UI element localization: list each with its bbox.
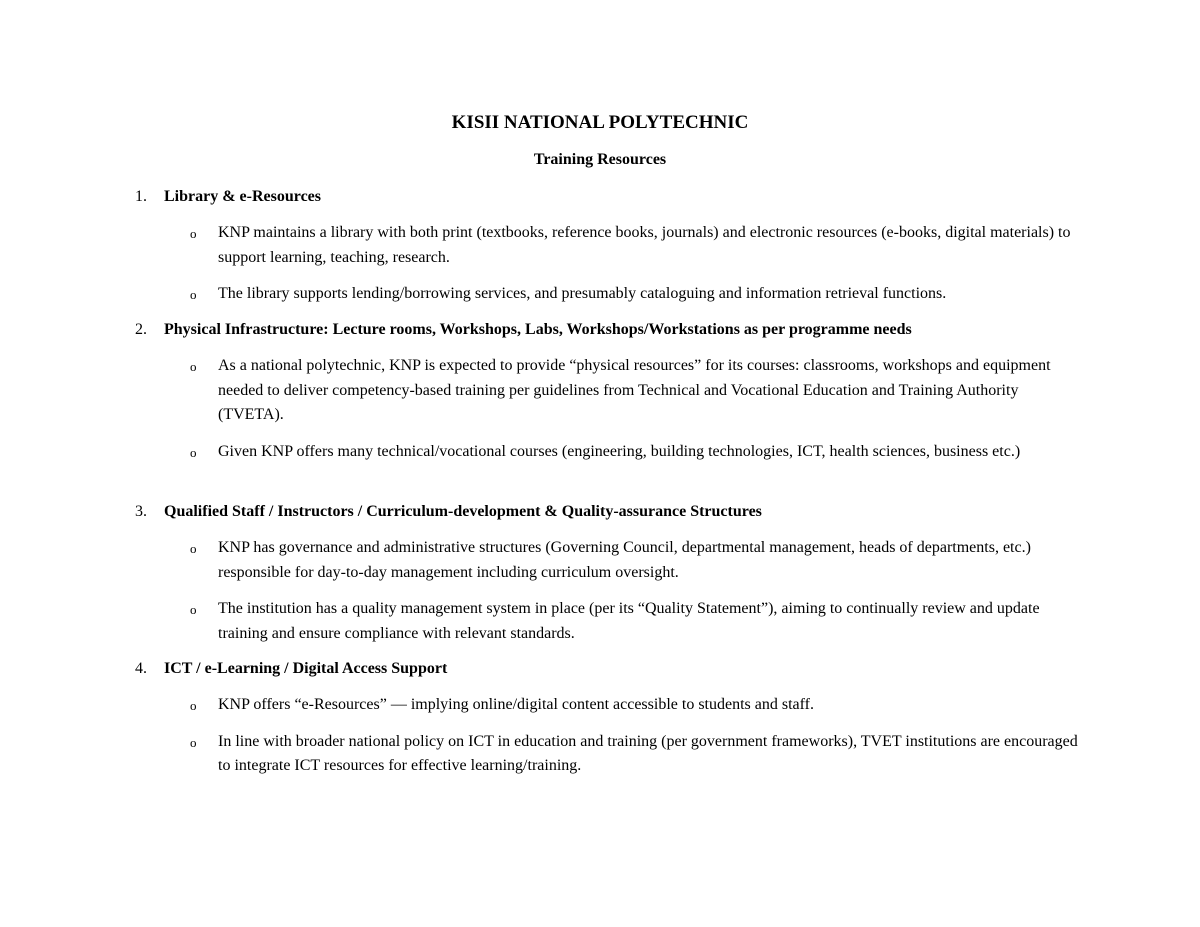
list-item: [0, 282, 1200, 307]
section-heading: [0, 318, 1200, 342]
list-item-text: As a national polytechnic, KNP is expected to provide “physical resources” for its courses: classrooms, workshops and equipment needed to deliver competency-based training per guidelines from Technical and Vocational Education and Training Authority (TVETA).: [218, 357, 1051, 423]
list-item: [0, 221, 1200, 270]
section-heading: [0, 657, 1200, 681]
section-heading: [0, 185, 1200, 209]
bullet-icon: o: [190, 226, 197, 241]
section-number: 3.: [135, 503, 147, 520]
document-title: KISII NATIONAL POLYTECHNIC: [451, 112, 749, 133]
section-ict: [0, 657, 1200, 779]
bullet-icon: o: [190, 602, 197, 617]
list-item: [0, 730, 1200, 779]
section-title: ICT / e-Learning / Digital Access Support: [164, 660, 448, 677]
list-item-text: Given KNP offers many technical/vocational courses (engineering, building technologies, ICT, health sciences, business etc.): [218, 442, 1021, 460]
list-item-text: The institution has a quality management system in place (per its “Quality Statement”), aiming to continually review and update training and ensure compliance with relevant standards.: [218, 600, 1040, 642]
bullet-icon: o: [190, 287, 197, 302]
section-number: 4.: [135, 660, 147, 677]
list-item-text: KNP offers “e-Resources” — implying online/digital content accessible to students and staff.: [218, 696, 815, 713]
section-number: 2.: [135, 321, 147, 338]
list-item-text: KNP has governance and administrative structures (Governing Council, departmental management, heads of departments, etc.) responsible for day-to-day management including curriculum oversight.: [218, 539, 1031, 581]
section-title: Physical Infrastructure: Lecture rooms, Workshops, Labs, Workshops/Workstations as per programme needs: [164, 321, 912, 338]
section-physical-infrastructure: [0, 318, 1200, 464]
document-subtitle: Training Resources: [533, 151, 667, 168]
section-library: [0, 185, 1200, 307]
section-number: 1.: [135, 188, 147, 205]
section-qualified-staff: [0, 500, 1200, 646]
bullet-icon: o: [190, 444, 197, 460]
list-item: [0, 536, 1200, 585]
section-title: Qualified Staff / Instructors / Curriculum-development & Quality-assurance Structures: [164, 503, 762, 520]
bullet-icon: o: [190, 541, 197, 556]
section-title: Library & e-Resources: [164, 188, 321, 205]
list-item: [0, 354, 1200, 428]
list-item: [0, 597, 1200, 646]
list-item-text: The library supports lending/borrowing services, and presumably cataloguing and information retrieval functions.: [218, 285, 947, 302]
bullet-icon: o: [190, 359, 197, 374]
list-item-text: In line with broader national policy on ICT in education and training (per government frameworks), TVET institutions are encouraged to integrate ICT resources for effective learning/training.: [218, 732, 1078, 774]
list-item: [0, 693, 1200, 718]
bullet-icon: o: [190, 734, 197, 750]
list-item: [0, 440, 1200, 465]
section-heading: [0, 500, 1200, 524]
list-item-text: KNP maintains a library with both print (textbooks, reference books, journals) and electronic resources (e-books, digital materials) to support learning, teaching, research.: [218, 224, 1071, 266]
bullet-icon: o: [190, 698, 197, 713]
